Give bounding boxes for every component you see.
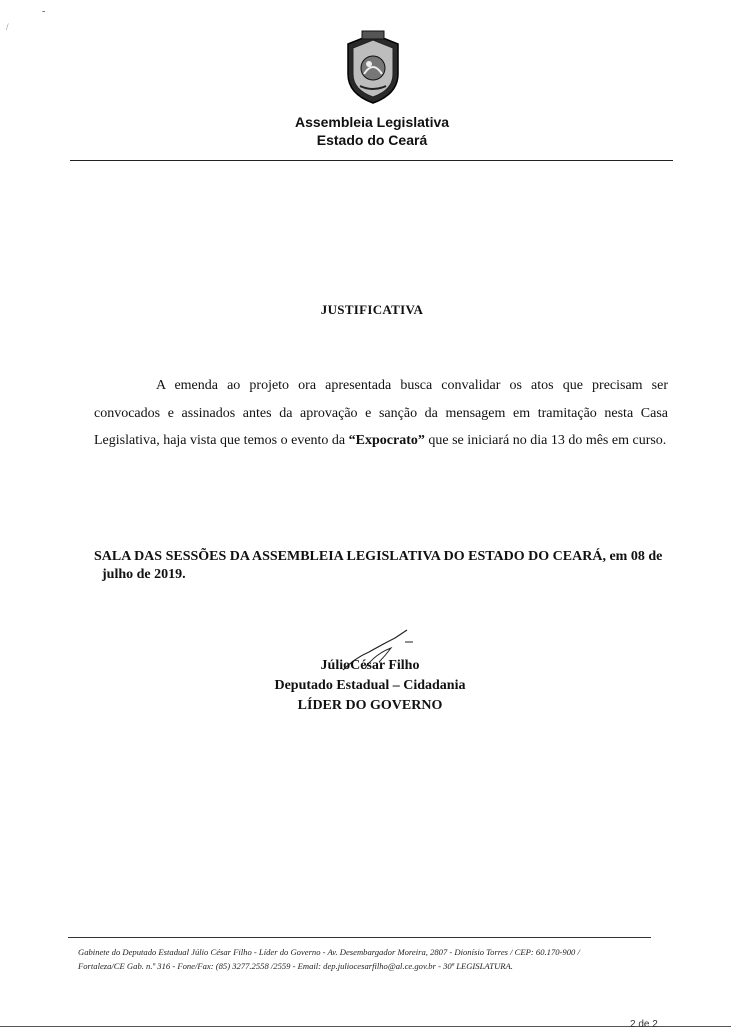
page-bottom-rule: [0, 1026, 731, 1027]
corner-mark: -: [42, 6, 46, 17]
footer-divider: [68, 937, 651, 938]
footer-address: [78, 945, 663, 973]
signer-name: JúlioCésar Filho: [320, 658, 420, 673]
justification-paragraph: [94, 372, 668, 455]
state-seal-icon: [342, 30, 404, 106]
document-title: JUSTIFICATIVA: [320, 302, 424, 317]
paragraph-text-1: A emenda ao projeto ora apresentada busca convalidar os atos que precisam ser convocados e assinados antes da aprovação e sanção da mensagem em tramitação nesta Casa Legislativa, haja vista que temos o evento da: [94, 378, 668, 448]
page-number: 2 de 2: [630, 1019, 658, 1030]
footer-line-2: Fortaleza/CE Gab. n.º 316 - Fone/Fax: (85) 3277.2558 /2559 - Email: dep.juliocesarfilho@al.ce.gov.br - 30ª LEGISLATURA.: [78, 961, 513, 971]
session-statement: SALA DAS SESSÕES DA ASSEMBLEIA LEGISLATIVA DO ESTADO DO CEARÁ, em 08 de julho de 2019.: [94, 549, 663, 582]
corner-mark-2: /: [6, 22, 9, 32]
header-subtitle: Estado do Ceará: [316, 132, 428, 148]
paragraph-text-2: que se iniciará no dia 13 do mês em curso.: [424, 433, 667, 448]
event-name: “Expocrato”: [348, 433, 425, 448]
signer-title: LÍDER DO GOVERNO: [297, 698, 443, 713]
footer-line-1: Gabinete do Deputado Estadual Júlio César Filho - Líder do Governo - Av. Desembargador Moreira, 2807 - Dionísio Torres / CEP: 60.170-900 /: [78, 947, 580, 957]
header-title: Assembleia Legislativa: [294, 114, 450, 130]
signer-role: Deputado Estadual – Cidadania: [274, 678, 466, 693]
header-divider: [70, 160, 673, 161]
